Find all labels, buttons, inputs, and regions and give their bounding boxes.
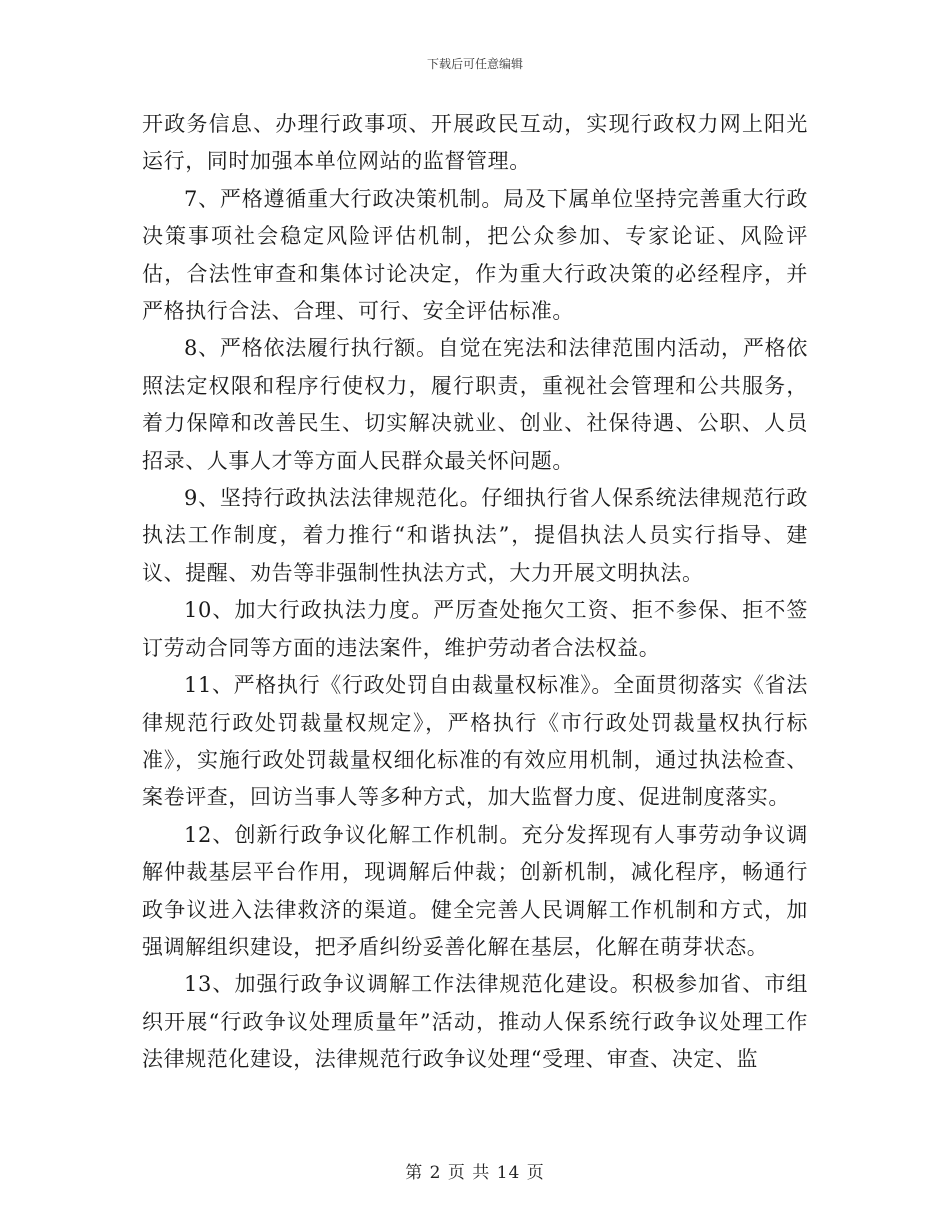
paragraph-item-13: 13、加强行政争议调解工作法律规范化建设。积极参加省、市组织开展“行政争议处理质量年”活动，推动人保系统行政争议处理工作法律规范化建设，法律规范行政争议处理“受理、审查、决定、监 (142, 972, 808, 1072)
paragraph-item-8: 8、严格依法履行执行额。自觉在宪法和法律范围内活动，严格依照法定权限和程序行使权力，履行职责，重视社会管理和公共服务，着力保障和改善民生、切实解决就业、创业、社保待遇、公职、人员招录、人事人才等方面人民群众最关怀问题。 (142, 336, 808, 473)
document-body (142, 106, 808, 1079)
header-note: 下载后可任意编辑 (426, 57, 523, 71)
paragraph-item-11: 11、严格执行《行政处罚自由裁量权标准》。全面贯彻落实《省法律规范行政处罚裁量权规定》，严格执行《市行政处罚裁量权执行标准》，实施行政处罚裁量权细化标准的有效应用机制，通过执法检查、案卷评查，回访当事人等多种方式，加大监督力度、促进制度落实。 (142, 673, 808, 810)
paragraph-continuation: 开政务信息、办理行政事项、开展政民互动，实现行政权力网上阳光运行，同时加强本单位网站的监督管理。 (142, 112, 808, 174)
paragraph-item-7: 7、严格遵循重大行政决策机制。局及下属单位坚持完善重大行政决策事项社会稳定风险评估机制，把公众参加、专家论证、风险评估，合法性审查和集体讨论决定，作为重大行政决策的必经程序，并严格执行合法、合理、可行、安全评估标准。 (142, 186, 808, 324)
paragraph-item-12: 12、创新行政争议化解工作机制。充分发挥现有人事劳动争议调解仲裁基层平台作用，现调解后仲裁；创新机制，减化程序，畅通行政争议进入法律救济的渠道。健全完善人民调解工作机制和方式，加强调解组织建设，把矛盾纠纷妥善化解在基层，化解在萌芽状态。 (142, 822, 808, 959)
page-number-footer: 第 2 页 共 14 页 (405, 1163, 545, 1183)
paragraph-item-9: 9、坚持行政执法法律规范化。仔细执行省人保系统法律规范行政执法工作制度，着力推行“和谐执法”，提倡执法人员实行指导、建议、提醒、劝告等非强制性执法方式，大力开展文明执法。 (142, 486, 808, 585)
paragraph-item-10: 10、加大行政执法力度。严厉查处拖欠工资、拒不参保、拒不签订劳动合同等方面的违法案件，维护劳动者合法权益。 (142, 598, 808, 660)
